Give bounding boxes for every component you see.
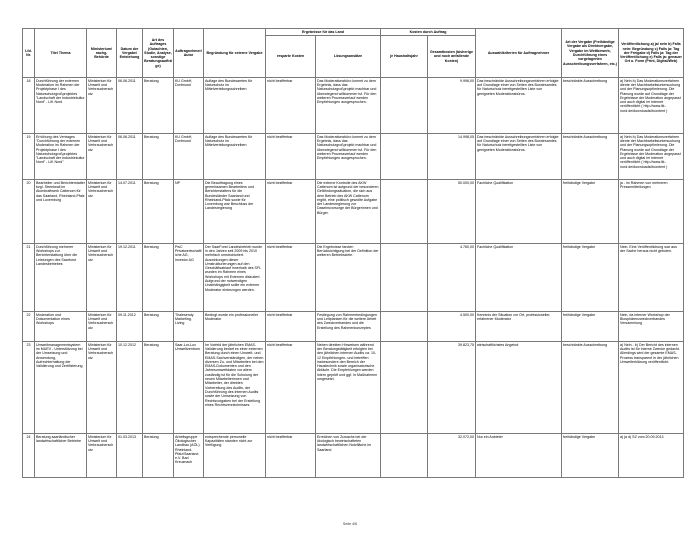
col-header-art-vergabe: Art der Vergabe (Freihändige Vergabe als Direktvergabe, Vergabe im Wettbewerb, Durchführung eines vorgelagerten Ausschreibungsverfahren, etc.) xyxy=(562,29,619,78)
cell-veroeffentlichung: ja - im Rahmen von mehreren Pressemitteilungen xyxy=(619,179,684,243)
cell-datum: 19.12.2011 xyxy=(117,243,143,311)
cell-loesungsansaetze: Neben direkten Hinweisen während der Beratungstätigkeit erfolgten bei den jährlichen internen Audits ca. 10-12 Empfehlungen- und betreffen insbesondere den Bereich der Haustechnik sowie organisatorische Abläufe. Die Empfehlungen werden intern geprüft und ggf. in Maßnahmen umgesetzt. xyxy=(316,341,381,433)
cell-titel: Umweltmanagementsystem im MUEV - Unterstützung bei der Umsetzung und Anwendung, Aufrechterhaltung der Validierung und Zertifizierung xyxy=(35,341,87,433)
col-group-kosten: Kosten durch Auftrag xyxy=(381,29,476,36)
cell-art-vergabe: freihändige Vergabe xyxy=(562,179,619,243)
cell-loesungsansaetze: Die externe Kontrolle des AKW Cattenom ist aufgrund der besonderen Gefährdungssituation, die sich aus dem Betrieb des AKW Cattenom ergibt, eine politisch gewollte Aufgabe der Landesregierung zur Daseinsvorsorge der Bürgerinnen und Bürger. xyxy=(316,179,381,243)
cell-loesungsansaetze: Das Moderationsbüro kommt zu dem Ergebnis, dass das Naturschutzgroßprojekt machbar und überwiegend willkommen ist. Für den weiteren Prozessverlauf werden Empfehlungen ausgesprochen. xyxy=(316,133,381,179)
cell-auftragnehmer: KU GmbH, Dortmund xyxy=(174,77,204,133)
cell-gesamtkosten: 39.823,75 xyxy=(428,341,476,433)
cell-auswahlkriterien: Das beschränkte Ausschreibungsverfahren erfolgte auf Grundlage einer von Seiten des Bundesamtes für Naturschutz bereitgestellten Liste von geeigneten Moderationsbüros. xyxy=(476,133,562,179)
cell-auswahlkriterien: Nur ein Anbieter xyxy=(476,433,562,477)
cell-ministerium: Ministerium für Umwelt und Verbraucherschutz xyxy=(87,433,117,477)
cell-ersparte-kosten: nicht bezifferbar xyxy=(266,243,316,311)
cell-nr: 20 xyxy=(23,179,35,243)
col-header-haushaltsjahr: je Haushaltsjahr xyxy=(381,35,428,77)
table-row xyxy=(23,77,684,133)
col-header-ministerium: Ministerium/ nachg. Behörde xyxy=(87,29,117,78)
cell-auswahlkriterien: wirtschaftlichstes Angebot xyxy=(476,341,562,433)
table-row xyxy=(23,433,684,477)
cell-ersparte-kosten: nicht bezifferbar xyxy=(266,179,316,243)
cell-art: Beratung xyxy=(143,133,174,179)
cell-loesungsansaetze: Die Ergebnisse fanden Berücksichtigung bei der Definition der weiteren Betriebsziele. xyxy=(316,243,381,311)
cell-gesamtkosten: 4.760,00 xyxy=(428,243,476,311)
col-header-gesamtkosten: Gesamtkosten (bisherige und noch anfallende Kosten) xyxy=(428,35,476,77)
cell-begruendung: entsprechende personelle Kapazitäten standen nicht zur Verfügung xyxy=(204,433,266,477)
cell-auftragnehmer: Arbeitsgruppe Ökologischer Landbau (AÖL) Rheinland-Pfalz/Saarland e.V. Bad Kreuznach xyxy=(174,433,204,477)
cell-gesamtkosten: 14.998,05 xyxy=(428,133,476,179)
cell-auftragnehmer: Saar-Lor-Lux Umweltzentrum xyxy=(174,341,204,433)
cell-begruendung: Auflage des Bundesamtes für Naturschutz im Mittelverteilungsschreiben xyxy=(204,133,266,179)
cell-datum: 10.12.2012 xyxy=(117,341,143,433)
col-header-loesungsansaetze: Lösungsansätze xyxy=(316,35,381,77)
cell-titel: Erhöhung des Vertrages "Durchführung der externen Moderation im Rahmen der Projektphase I des Naturschutzgroßprojektes "Landschaft der Industriekultur Nord" - LiK Nord" xyxy=(35,133,87,179)
cell-ministerium: Ministerium für Umwelt und Verbraucherschutz xyxy=(87,77,117,133)
cell-ersparte-kosten: nicht bezifferbar xyxy=(266,433,316,477)
cell-nr: 18 xyxy=(23,77,35,133)
cell-auswahlkriterien: Fachliche Qualifikation xyxy=(476,243,562,311)
cell-titel: Bearbeiter und Berichterstatter bzgl. Streetwall im Atomkraftwerk Cattenom für das Saarland, Rheinland-Pfalz und Luxemburg xyxy=(35,179,87,243)
cell-ministerium: Ministerium für Umwelt und Verbraucherschutz xyxy=(87,133,117,179)
col-header-veroeffentlichung: Veröffentlichung a) ja/ nein b) Falls nein: Begründung c) Falls ja: Tag der Freigabe d) Falls ja: Tag der Veröffentlichung e) Falls ja: genauer Ort u. Form (Print, Digital/Web) xyxy=(619,29,684,78)
cell-gesamtkosten: 50.000,00 xyxy=(428,179,476,243)
cell-gesamtkosten: 4.500,00 xyxy=(428,311,476,341)
cell-datum: 06.06.2011 xyxy=(117,77,143,133)
cell-art: Beratung xyxy=(143,243,174,311)
cell-auftragnehmer: PwC Privatwertschaftliche AG, Investor AG xyxy=(174,243,204,311)
cell-auswahlkriterien: Kenntnis der Situation vor Ort, professioneller, erfahrener Moderator xyxy=(476,311,562,341)
cell-titel: Durchführung der externen Moderation im Rahmen der Projektphase I des Naturschutzgroßprojektes "Landschaft der Industriekultur Nord" - LiK Nord xyxy=(35,77,87,133)
cell-begruendung: Die Beauftragung eines gemeinsamen Bearbeiters und Berichterstatters für die Bundesländer Saarland und Rheinland-Pfalz sowie für Luxemburg war Beschluss der Landesregierung xyxy=(204,179,266,243)
header-row-top xyxy=(23,29,684,36)
col-header-lfd-nr: Lfd. Nr. xyxy=(23,29,35,78)
cell-art: Beratung xyxy=(143,179,174,243)
cell-loesungsansaetze: Erreichen von Zuwachs bei der ökologisch bewirtschafteten landwirtschaftlichen Nutzfläche im Saarland xyxy=(316,433,381,477)
cell-begruendung: Bedingt wurde ein professioneller Moderator xyxy=(204,311,266,341)
cell-art-vergabe: beschränkte Ausschreibung xyxy=(562,77,619,133)
cell-begruendung: Der SaarForst Landesbetrieb wurde in den Jahren seit 2009 bis 2010 mehrfach umstrukturiert. Auswirkungen dieser Umstrukturierungen auf den Geschäftsablauf innerhalb des SFL wurden im Rahmen eines Workshops mit Externen diskutiert. Aufgrund der notwendigen Unabhängigkeit sollte ein externer Moderator einbezogen werden. xyxy=(204,243,266,311)
col-group-ergebnisse: Ergebnisse für das Land xyxy=(266,29,381,36)
cell-veroeffentlichung: Nein, da interner Workshop der Biosphärenzweckverbandes Versammlung xyxy=(619,311,684,341)
cell-titel: Beratung saarländischer landwirtschaftlicher Betriebe xyxy=(35,433,87,477)
cell-auftragnehmer: NP xyxy=(174,179,204,243)
cell-art-vergabe: freihändige Vergabe xyxy=(562,433,619,477)
cell-begruendung: Auflage des Bundesamtes für Naturschutz im Mittelverteilungsschreiben xyxy=(204,77,266,133)
cell-ersparte-kosten: nicht bezifferbar xyxy=(266,133,316,179)
cell-art-vergabe: freihändige Vergabe xyxy=(562,311,619,341)
cell-nr: 23 xyxy=(23,341,35,433)
cell-auswahlkriterien: Das beschränkte Ausschreibungsverfahren erfolgte auf Grundlage einer von Seiten des Bundesamtes für Naturschutz bereitgestellten Liste von geeigneten Moderationsbüros. xyxy=(476,77,562,133)
cell-ministerium: Ministerium für Umwelt und Verbraucherschutz xyxy=(87,311,117,341)
cell-haushaltsjahr xyxy=(381,311,428,341)
table-row xyxy=(23,133,684,179)
col-header-ersparte-kosten: ersparte Kosten xyxy=(266,35,316,77)
table-body xyxy=(23,77,684,477)
cell-datum: 14.07.2011 xyxy=(117,179,143,243)
cell-haushaltsjahr xyxy=(381,433,428,477)
cell-veroeffentlichung: a) Nein b) Das Moderationsverfahren diente der Machbarkeitsuntersuchung und der Planungsoptimierung. Die Planung wurde auf Grundlage der Ergebnisse der Moderation angepasst und auch digital im Internet veröffentlicht ( http://www.lik-nord.de/downloads/#content ) xyxy=(619,77,684,133)
cell-haushaltsjahr xyxy=(381,133,428,179)
cell-auftragnehmer: Thalesendy Marketing, Living xyxy=(174,311,204,341)
report-sheet xyxy=(22,28,683,478)
cell-loesungsansaetze: Das Moderationsbüro kommt zu dem Ergebnis, dass das Naturschutzgroßprojekt machbar und überwiegend willkommen ist. Für den weiteren Prozessverlauf werden Empfehlungen ausgesprochen. xyxy=(316,77,381,133)
cell-veroeffentlichung: a) Nein b) Das Moderationsverfahren diente der Machbarkeitsuntersuchung und der Planungsoptimierung. Die Planung wurde auf Grundlage der Ergebnisse der Moderation angepasst und auch digital im Internet veröffentlicht ( http://www.lik-nord.de/downloads/#content ) xyxy=(619,133,684,179)
cell-art-vergabe: beschränkte Ausschreibung xyxy=(562,133,619,179)
cell-haushaltsjahr xyxy=(381,341,428,433)
cell-veroeffentlichung: a) ja d) SZ vom 20.09.2013 xyxy=(619,433,684,477)
page-footer: Seite 4/6 xyxy=(342,522,358,526)
cell-gesamtkosten: 32.072,00 xyxy=(428,433,476,477)
cell-titel: Durchführung mehrerer Workshops zur Berichterstattung über die Leistungen des Saarforst Landesbetriebes xyxy=(35,243,87,311)
cell-datum: 09.11.2012 xyxy=(117,311,143,341)
cell-loesungsansaetze: Festlegung von Rahmenbedingungen und Leitplanken für die weitere Arbeit des Zweckverbandes und die Erstellung des Rahmenkonzeptes xyxy=(316,311,381,341)
cell-ersparte-kosten: nicht bezifferbar xyxy=(266,77,316,133)
col-header-art-auftrag: Art des Auftrages (Gutachten, Studie, Analyse, sonstige Beratungsaufträge) xyxy=(143,29,174,78)
cell-veroeffentlichung: a) Nein - b) Der Bericht des internen Audits ist für interne Zwecke gedacht. Allerdings wird der gesamte EMAS-Prozess transparent in der jährlichen Umwelterklärung veröffentlicht. xyxy=(619,341,684,433)
cell-veroeffentlichung: Nein. Eine Veröffentlichung war aus der Sache heraus nicht geboten. xyxy=(619,243,684,311)
cell-ministerium: Ministerium für Umwelt und Verbraucherschutz xyxy=(87,341,117,433)
cell-titel: Moderation und Dokumentation eines Workshops xyxy=(35,311,87,341)
cell-art: Beratung xyxy=(143,77,174,133)
cell-ministerium: Ministerium für Umwelt und Verbraucherschutz xyxy=(87,243,117,311)
table-row xyxy=(23,243,684,311)
cell-art-vergabe: freihändige Vergabe xyxy=(562,243,619,311)
cell-ministerium: Ministerium für Umwelt und Verbraucherschutz xyxy=(87,179,117,243)
cell-ersparte-kosten: nicht bezifferbar xyxy=(266,311,316,341)
cell-auswahlkriterien: Fachliche Qualifikation xyxy=(476,179,562,243)
cell-art-vergabe: beschränkte Ausschreibung xyxy=(562,341,619,433)
cell-nr: 24 xyxy=(23,433,35,477)
cell-nr: 21 xyxy=(23,243,35,311)
table-row xyxy=(23,179,684,243)
table-row xyxy=(23,311,684,341)
col-header-auswahlkriterien: Auswahlkriterien für Auftragnehmer xyxy=(476,29,562,78)
cell-auftragnehmer: KU GmbH, Dortmund xyxy=(174,133,204,179)
cell-datum: 06.06.2011 xyxy=(117,133,143,179)
cell-ersparte-kosten: nicht bezifferbar xyxy=(266,341,316,433)
col-header-auftragnehmer: Auftragnehmer/ Autor xyxy=(174,29,204,78)
cell-nr: 19 xyxy=(23,133,35,179)
cell-art: Beratung xyxy=(143,433,174,477)
cell-begruendung: Im Vorfeld der jährlichen EMAS-Validierung bedarf es einer externen Beratung durch einen Umwelt- und EMAS-Sachverständigen, der neben diversen Zu- und Mitarbeiten bei den EMAS-Dokumenten und den Jahresumweltdaten vor allem zuständig ist für die Schulung der neuen Mitarbeiterinnen und Mitarbeiter, der direkten Vorbereitung des Audits, der Durchführung des internen Audits sowie der Umsetzung von Rechtsvorgaben bei der Erstellung eines Rechtsverzeichnisses. xyxy=(204,341,266,433)
cell-gesamtkosten: 9.996,00 xyxy=(428,77,476,133)
cell-datum: 01.03.2013 xyxy=(117,433,143,477)
cell-nr: 22 xyxy=(23,311,35,341)
table-row xyxy=(23,341,684,433)
cell-haushaltsjahr xyxy=(381,77,428,133)
col-header-datum: Datum der Vergabe/ Entstehung xyxy=(117,29,143,78)
col-header-begruendung: Begründung für externe Vergabe xyxy=(204,29,266,78)
contracts-table xyxy=(22,28,684,478)
col-header-titel: Titel Thema xyxy=(35,29,87,78)
cell-art: Beratung xyxy=(143,311,174,341)
cell-haushaltsjahr xyxy=(381,179,428,243)
cell-art: Beratung xyxy=(143,341,174,433)
cell-haushaltsjahr xyxy=(381,243,428,311)
